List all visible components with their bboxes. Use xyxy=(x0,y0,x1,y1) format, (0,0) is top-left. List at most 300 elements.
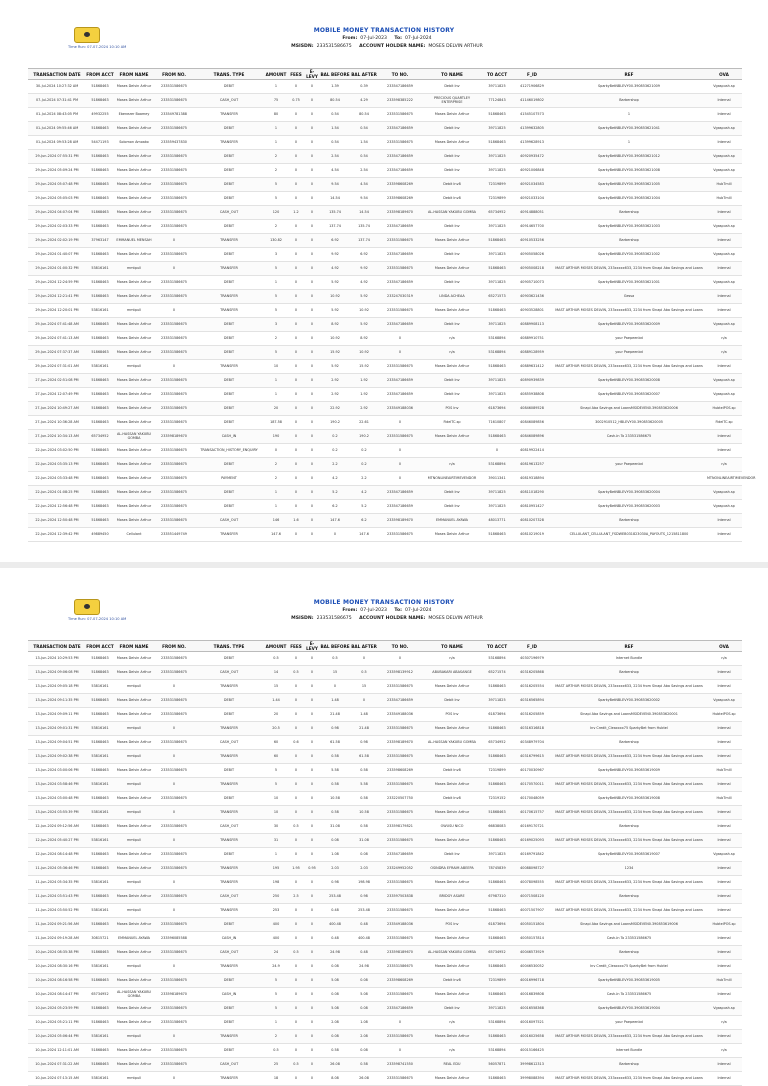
table-cell: 51868463 xyxy=(86,402,114,416)
table-cell: Moses Delvin Arthur xyxy=(114,500,154,514)
table-cell: 0.5 xyxy=(264,1044,288,1058)
table-cell: Internal xyxy=(706,304,742,318)
table-cell: 20 xyxy=(264,402,288,416)
table-cell: 53816161 xyxy=(86,834,114,848)
table-cell: 233531586675 xyxy=(154,862,194,876)
table-cell: 0 xyxy=(378,346,422,360)
table-cell: 233531586675 xyxy=(154,220,194,234)
table-row xyxy=(28,346,742,360)
table-cell: TRANSFER xyxy=(194,136,264,150)
table-cell: 233531586675 xyxy=(378,722,422,736)
table-cell: 40889910751 xyxy=(512,332,552,346)
table-cell: 51868463 xyxy=(482,1072,512,1086)
table-cell: 39711825 xyxy=(482,248,512,262)
table-cell: 233531586675 xyxy=(154,792,194,806)
table-cell: 0 xyxy=(288,918,304,932)
table-cell: 0 xyxy=(304,402,320,416)
table-cell: 51868463 xyxy=(482,960,512,974)
table-cell: 0 xyxy=(304,514,320,528)
table-row xyxy=(28,458,742,472)
table-cell: 0 xyxy=(154,304,194,318)
table-cell: 1 xyxy=(264,136,288,150)
table-cell: 40920935472 xyxy=(512,150,552,164)
table-cell: 48013771 xyxy=(482,514,512,528)
table-cell: 0 xyxy=(288,402,304,416)
table-cell: DEBIT xyxy=(194,848,264,862)
table-cell: 25 xyxy=(264,1058,288,1072)
table-cell: Debit Inv xyxy=(422,122,482,136)
table-cell: HubtelPOS.sp xyxy=(706,918,742,932)
table-cell: 40855938808 xyxy=(512,388,552,402)
table-row xyxy=(28,652,742,666)
table-cell: 0 xyxy=(154,806,194,820)
table-cell: OWUSU NICO xyxy=(422,820,482,834)
table-cell: 1.6 xyxy=(288,514,304,528)
table-cell: 0 xyxy=(304,806,320,820)
table-cell: Moses Delvin Arthur xyxy=(114,416,154,430)
table-cell: Vgaspush.sp xyxy=(706,220,742,234)
table-cell: 2.2 xyxy=(320,458,350,472)
table-cell: 40307196979 xyxy=(512,652,552,666)
table-cell: 51868463 xyxy=(86,764,114,778)
column-header: FROM NAME xyxy=(114,69,154,80)
table-cell: 233531586675 xyxy=(154,848,194,862)
table-cell: 0.58 xyxy=(350,1058,378,1072)
table-row xyxy=(28,94,742,108)
table-cell: 4.29 xyxy=(350,94,378,108)
table-cell: Moses Delvin Arthur xyxy=(422,430,482,444)
table-cell: 77124843 xyxy=(482,94,512,108)
table-row xyxy=(28,876,742,890)
table-cell: 40316205868 xyxy=(512,666,552,680)
table-cell: 233531586675 xyxy=(154,500,194,514)
table-cell: 2.54 xyxy=(350,164,378,178)
table-cell: 0 xyxy=(288,652,304,666)
table-cell: 10 xyxy=(264,360,288,374)
table-cell: 1 xyxy=(552,108,706,122)
table-cell: 3 xyxy=(264,318,288,332)
table-cell: 40016996718 xyxy=(512,974,552,988)
table-row xyxy=(28,318,742,332)
table-cell: 147.6 xyxy=(350,528,378,542)
table-cell: 0 xyxy=(288,792,304,806)
table-cell: 39711825 xyxy=(482,848,512,862)
table-cell: Barbershop xyxy=(552,234,706,248)
table-cell: 40903621436 xyxy=(512,290,552,304)
table-cell: 233549188036 xyxy=(378,918,422,932)
table-cell: Debit Inv xyxy=(422,848,482,862)
table-cell: 233531586675 xyxy=(154,1058,194,1072)
table-cell: 0 xyxy=(304,206,320,220)
table-cell: 0 xyxy=(154,262,194,276)
table-cell: 51868463 xyxy=(86,178,114,192)
table-cell: 40905710073 xyxy=(512,276,552,290)
table-cell: 40016839808 xyxy=(512,988,552,1002)
table-cell: 0 xyxy=(304,416,320,430)
table-cell: 0.54 xyxy=(350,122,378,136)
table-cell: Internal xyxy=(706,834,742,848)
table-cell: 51868463 xyxy=(86,276,114,290)
table-cell: Debit Inv xyxy=(422,694,482,708)
table-cell: 40071507907 xyxy=(512,904,552,918)
table-cell: Moses Delvin Arthur xyxy=(114,736,154,750)
table-row xyxy=(28,164,742,178)
table-cell: Moses Delvin Arthur xyxy=(422,988,482,1002)
table-cell: 29-Jun-2024 04:07:04 PM xyxy=(28,206,86,220)
table-cell: 11-Jun-2024 09:21:56 AM xyxy=(28,918,86,932)
table-cell: DEBIT xyxy=(194,486,264,500)
table-cell: 2 xyxy=(264,164,288,178)
table-cell: 0 xyxy=(304,150,320,164)
table-cell: 0 xyxy=(304,290,320,304)
table-row xyxy=(28,862,742,876)
table-cell: 0 xyxy=(304,122,320,136)
table-cell: 0.08 xyxy=(350,974,378,988)
table-cell: 198.98 xyxy=(350,876,378,890)
table-cell: 0 xyxy=(288,388,304,402)
table-cell: 0 xyxy=(288,500,304,514)
table-cell: 53168894 xyxy=(482,346,512,360)
table-cell: 0 xyxy=(304,974,320,988)
table-cell: 0 xyxy=(304,680,320,694)
table-cell: 233531586675 xyxy=(154,458,194,472)
table-cell: 0 xyxy=(304,652,320,666)
table-cell: Debit Inv xyxy=(422,150,482,164)
table-cell: 5.08 xyxy=(320,974,350,988)
table-cell: 80.54 xyxy=(320,94,350,108)
table-cell: Moses Delvin Arthur xyxy=(114,248,154,262)
table-cell: 135.74 xyxy=(350,220,378,234)
table-cell: 0 xyxy=(154,1030,194,1044)
table-cell: 190.2 xyxy=(320,416,350,430)
table-cell: Debit Inv xyxy=(422,318,482,332)
table-cell: Moses Delvin Arthur xyxy=(114,918,154,932)
table-cell: 120 xyxy=(264,206,288,220)
table-cell: PAYMENT xyxy=(194,472,264,486)
table-cell: 10-Jun-2024 05:06:44 PM xyxy=(28,1030,86,1044)
table-cell: 130.82 xyxy=(264,234,288,248)
run-time-stamp: Time Run: 07-07-2024 10:10 AM xyxy=(68,45,127,49)
table-cell: 0.08 xyxy=(320,1030,350,1044)
table-cell: 233598179821 xyxy=(378,820,422,834)
table-cell: 51868463 xyxy=(86,1002,114,1016)
table-cell: Gessa xyxy=(552,290,706,304)
table-cell: 40015166425 xyxy=(512,1044,552,1058)
table-cell: 233531586675 xyxy=(378,360,422,374)
table-cell: 5 xyxy=(264,988,288,1002)
table-cell: 39711825 xyxy=(482,122,512,136)
table-row xyxy=(28,932,742,946)
table-cell: 29-Jun-2024 05:05:03 PM xyxy=(28,192,86,206)
table-row xyxy=(28,806,742,820)
table-cell: 2.08 xyxy=(350,1030,378,1044)
table-cell: 51868463 xyxy=(482,430,512,444)
table-cell: 0.54 xyxy=(350,150,378,164)
table-cell: Sinapi Aba Savings and LoansMSIDEVEN0.390853620006 xyxy=(552,402,706,416)
table-cell: 10-Jun-2024 05:21:11 PM xyxy=(28,1016,86,1030)
column-header: TO NO. xyxy=(378,641,422,652)
table-cell: 53816161 xyxy=(86,1030,114,1044)
table-cell: 39711825 xyxy=(482,276,512,290)
table-cell: 0 xyxy=(154,722,194,736)
table-cell: 56057871 xyxy=(482,1058,512,1072)
table-cell: 72319899 xyxy=(482,974,512,988)
table-cell: 0 xyxy=(304,1030,320,1044)
table-cell: 01-Jul-2024 09:55:46 AM xyxy=(28,122,86,136)
table-cell: 11-Jun-2024 05:36:46 PM xyxy=(28,862,86,876)
table-cell: 233549188036 xyxy=(378,402,422,416)
table-cell: 9.92 xyxy=(320,248,350,262)
table-cell: 233531586675 xyxy=(154,652,194,666)
table-cell: 51868463 xyxy=(86,736,114,750)
table-cell: Debit Inv8 xyxy=(422,792,482,806)
table-cell: 233531586675 xyxy=(378,960,422,974)
table-cell: 0 xyxy=(304,834,320,848)
table-cell: 195 xyxy=(264,862,288,876)
table-cell: 9.92 xyxy=(350,262,378,276)
table-cell: DEBIT xyxy=(194,80,264,94)
table-cell: DEBIT xyxy=(194,388,264,402)
table-cell: 233531586675 xyxy=(378,108,422,122)
table-cell: 0 xyxy=(288,164,304,178)
table-cell: 14 xyxy=(264,666,288,680)
table-cell: 0.58 xyxy=(350,792,378,806)
table-cell: mmtpull xyxy=(114,1030,154,1044)
table-row xyxy=(28,694,742,708)
table-cell: Moses Delvin Arthur xyxy=(114,890,154,904)
table-cell: 22-Jun-2024 12:50:48 PM xyxy=(28,514,86,528)
table-cell: Cash-In To 233531586675 xyxy=(552,932,706,946)
table-cell: 40050157814 xyxy=(512,932,552,946)
table-cell: 29-Jun-2024 01:40:07 PM xyxy=(28,248,86,262)
table-cell: Vgaspush.sp xyxy=(706,318,742,332)
table-cell: 0 xyxy=(288,708,304,722)
table-cell: 75 xyxy=(264,94,288,108)
table-cell: 10-Jun-2024 07:31:22 AM xyxy=(28,1058,86,1072)
table-cell: SparkyBetNBLEVY00.390853619007 xyxy=(552,848,706,862)
table-cell: 1 xyxy=(264,374,288,388)
table-cell: 0 xyxy=(304,276,320,290)
table-cell: AL-HASSAN YAKUBU GOMBA xyxy=(114,430,154,444)
table-cell: 65271573 xyxy=(482,290,512,304)
table-cell: 0.2 xyxy=(320,444,350,458)
table-cell: OSINDRA EFRAIM ABEEPA xyxy=(422,862,482,876)
table-cell: 0 xyxy=(154,234,194,248)
table-cell: 51868463 xyxy=(86,290,114,304)
table-cell: Internal xyxy=(706,946,742,960)
table-cell: 1 xyxy=(552,136,706,150)
table-cell: 11-Jun-2024 09:19:28 AM xyxy=(28,932,86,946)
table-cell: 51868463 xyxy=(482,778,512,792)
table-cell: Internal xyxy=(706,430,742,444)
table-cell: 0 xyxy=(304,192,320,206)
table-cell: 39711825 xyxy=(482,1002,512,1016)
table-cell: 29-Jun-2024 07:41:13 AM xyxy=(28,332,86,346)
table-cell: 2.08 xyxy=(320,1016,350,1030)
table-cell: 40819318894 xyxy=(512,472,552,486)
table-cell: 0 xyxy=(288,290,304,304)
table-cell: 0 xyxy=(154,778,194,792)
table-cell: Debit Inv xyxy=(422,500,482,514)
table-cell: Internal xyxy=(706,862,742,876)
table-cell: 233531586675 xyxy=(154,1016,194,1030)
table-cell: n/a xyxy=(706,458,742,472)
table-cell: 0.98 xyxy=(350,890,378,904)
table-cell: 0 xyxy=(304,708,320,722)
table-cell: 80 xyxy=(264,108,288,122)
table-row xyxy=(28,416,742,430)
table-row xyxy=(28,178,742,192)
table-cell: 233531586675 xyxy=(154,206,194,220)
table-cell: AL-HASSAN YAKUBU GOMBA xyxy=(422,946,482,960)
table-cell: 51868463 xyxy=(86,1044,114,1058)
table-cell: 233598608269 xyxy=(378,192,422,206)
table-cell: 233531586675 xyxy=(378,932,422,946)
table-cell: mmtpull xyxy=(114,876,154,890)
table-cell: 40170615757 xyxy=(512,806,552,820)
table-cell: 10 xyxy=(264,792,288,806)
table-cell: Barbershop xyxy=(552,94,706,108)
table-cell: 66838083 xyxy=(482,820,512,834)
table-cell: DEBIT xyxy=(194,1044,264,1058)
table-cell: 65734952 xyxy=(482,736,512,750)
table-cell: 233549781388 xyxy=(154,108,194,122)
table-cell: 0 xyxy=(304,262,320,276)
table-cell: 3 xyxy=(264,248,288,262)
table-cell: 0 xyxy=(304,346,320,360)
table-row xyxy=(28,374,742,388)
table-cell: 0 xyxy=(304,988,320,1002)
table-row xyxy=(28,988,742,1002)
table-cell: DEBIT xyxy=(194,402,264,416)
table-cell: Internal xyxy=(706,876,742,890)
column-header: BAL BEFORE xyxy=(320,69,350,80)
table-cell: POS Inv xyxy=(422,708,482,722)
table-cell: 0 xyxy=(304,876,320,890)
table-cell: 233531586675 xyxy=(154,374,194,388)
table-cell: 0 xyxy=(288,108,304,122)
table-cell: 40810207328 xyxy=(512,514,552,528)
table-cell: 0 xyxy=(304,750,320,764)
table-cell: TRANSFER xyxy=(194,290,264,304)
table-cell: PRECIOUS QUARTLEY ENTERPRISE xyxy=(422,94,482,108)
table-cell: CELLULANT_CELLULANT_FSDWEB031823030A_PAYOUTS_1215811800 xyxy=(552,528,706,542)
table-cell: 51868463 xyxy=(482,806,512,820)
table-cell: 233531586675 xyxy=(154,486,194,500)
table-cell: Moses Delvin Arthur xyxy=(422,528,482,542)
table-row xyxy=(28,388,742,402)
table-cell: DEBIT xyxy=(194,1016,264,1030)
table-cell: 233531586675 xyxy=(378,806,422,820)
table-cell: 15 xyxy=(264,680,288,694)
table-cell: 53816161 xyxy=(86,262,114,276)
table-cell: your Paepeenbd xyxy=(552,1016,706,1030)
table-cell: 39011341 xyxy=(482,472,512,486)
table-cell: 51868463 xyxy=(482,528,512,542)
table-cell: MAST ARTHUR MOSES DELVIN, 233xxxxx633, 2234 from Sinapi Aba Savings and Loans xyxy=(552,834,706,848)
table-cell: 40316799615 xyxy=(512,750,552,764)
table-cell: 51868463 xyxy=(482,988,512,1002)
table-cell: 0 xyxy=(288,444,304,458)
table-cell: 233531586675 xyxy=(154,974,194,988)
table-cell: 2.03 xyxy=(320,862,350,876)
table-cell: 0 xyxy=(288,234,304,248)
table-cell: 233598385222 xyxy=(378,94,422,108)
table-cell: 39711825 xyxy=(482,374,512,388)
table-cell: 0 xyxy=(304,458,320,472)
table-cell: 0 xyxy=(304,932,320,946)
table-cell: 29-Jun-2024 07:55:31 PM xyxy=(28,150,86,164)
table-cell: 2.03 xyxy=(350,862,378,876)
table-cell: DEBIT xyxy=(194,248,264,262)
table-cell: 2.92 xyxy=(320,388,350,402)
table-cell: 51868463 xyxy=(86,346,114,360)
table-cell: 0 xyxy=(304,374,320,388)
table-cell: 0 xyxy=(288,150,304,164)
table-cell: 51868463 xyxy=(86,1058,114,1072)
table-cell: Sinapi Aba Savings and LoansMSIDEVEN0.390853619006 xyxy=(552,918,706,932)
table-cell: 41545107573 xyxy=(512,108,552,122)
table-cell: 22-Jun-2024 01:08:25 PM xyxy=(28,486,86,500)
table-cell: Moses Delvin Arthur xyxy=(422,234,482,248)
table-cell: 233531586675 xyxy=(378,262,422,276)
table-cell: 233598608269 xyxy=(378,178,422,192)
table-cell: SparkyBetNBLEVY00.390853619004 xyxy=(552,1002,706,1016)
table-cell: 250 xyxy=(264,890,288,904)
table-cell: 233531586675 xyxy=(154,192,194,206)
table-row xyxy=(28,514,742,528)
table-cell: Barbershop xyxy=(552,514,706,528)
table-cell: 0.98 xyxy=(320,722,350,736)
table-cell: 10-Jun-2024 05:23:59 PM xyxy=(28,1002,86,1016)
table-cell: 0 xyxy=(304,904,320,918)
table-row xyxy=(28,248,742,262)
table-cell: 29-Jun-2024 12:21:41 PM xyxy=(28,290,86,304)
table-cell: 6.92 xyxy=(320,234,350,248)
table-cell: 49889450 xyxy=(86,528,114,542)
table-cell: 0 xyxy=(288,136,304,150)
table-cell: 3002910512_HBLEVY00.390853620005 xyxy=(552,416,706,430)
table-cell: mmtpull xyxy=(114,680,154,694)
table-cell: 233547186659 xyxy=(378,318,422,332)
table-cell: 51868463 xyxy=(86,192,114,206)
table-cell: 0 xyxy=(288,778,304,792)
table-cell: 1.44 xyxy=(264,694,288,708)
table-cell: Barbershop xyxy=(552,890,706,904)
table-cell: 0 xyxy=(304,472,320,486)
table-cell: 0 xyxy=(154,750,194,764)
table-cell: 1 xyxy=(264,276,288,290)
table-cell: 0 xyxy=(304,528,320,542)
table-cell: 233547186659 xyxy=(378,80,422,94)
table-cell: Moses Delvin Arthur xyxy=(114,666,154,680)
table-cell: 0.48 xyxy=(320,932,350,946)
table-cell: 0 xyxy=(304,820,320,834)
table-cell: 51868463 xyxy=(86,862,114,876)
table-cell: Moses Delvin Arthur xyxy=(114,486,154,500)
table-cell: 0 xyxy=(320,528,350,542)
table-cell: 51868463 xyxy=(86,652,114,666)
table-cell: Vgaspush.sp xyxy=(706,694,742,708)
table-cell: 233547186659 xyxy=(378,486,422,500)
table-cell: 5.92 xyxy=(350,318,378,332)
table-cell: 233598608269 xyxy=(378,764,422,778)
table-row xyxy=(28,80,742,94)
table-cell: Internal xyxy=(706,806,742,820)
table-row xyxy=(28,792,742,806)
table-cell: Internal xyxy=(706,234,742,248)
table-cell: 22-Jun-2024 03:02:50 PM xyxy=(28,444,86,458)
